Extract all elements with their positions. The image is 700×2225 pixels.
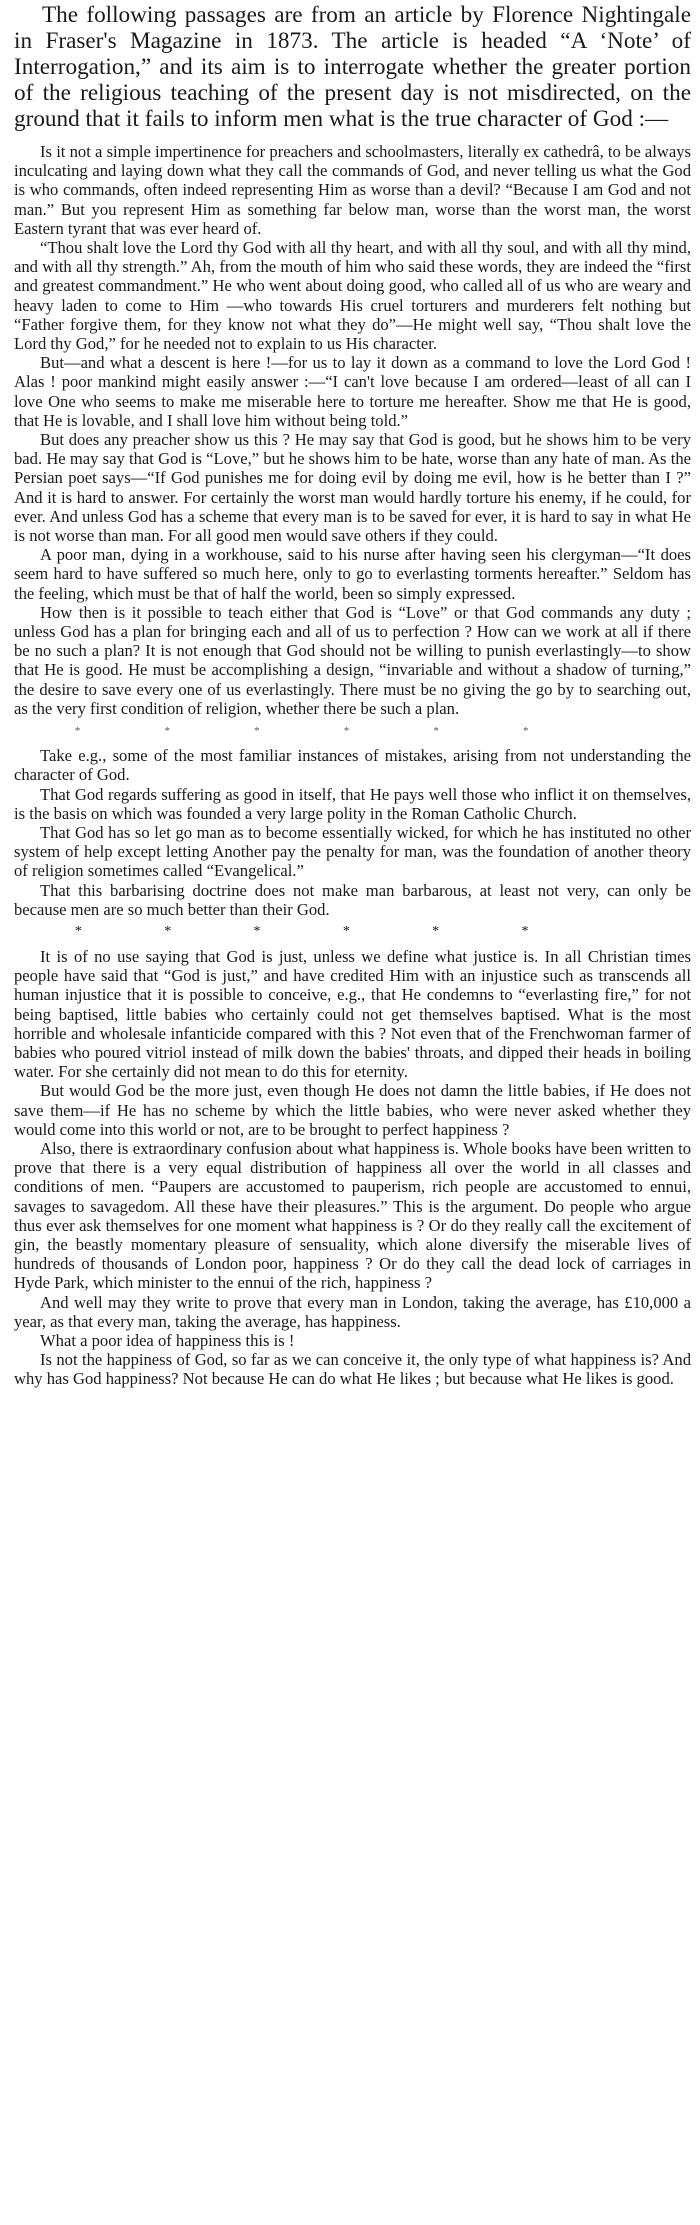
- divider-star: *: [433, 725, 439, 738]
- paragraph: Is not the happiness of God, so far as we can conceive it, the only type of what happiness is? And why has God happiness? Not because He can do what He likes ; but because what He likes is good.: [14, 1350, 691, 1389]
- section-divider: [14, 921, 691, 943]
- divider-star: *: [521, 923, 529, 939]
- divider-star: *: [164, 923, 172, 939]
- paragraph: How then is it possible to teach either that God is “Love” or that God commands any duty ; unless God has a plan for bringing each and all of us to perfection ? How can we work at all if there be no such a plan? It is not enough that God should not be willing to punish everlastingly—to show that He is good. He must be accomplishing a design, “invariable and without a shadow of turning,” the desire to save every one of us everlastingly. There must be no giving the go by to searching out, as the very first condition of religion, whether there be such a plan.: [14, 602, 691, 718]
- divider-star: *: [164, 725, 171, 738]
- divider-star: *: [253, 923, 261, 939]
- paragraph: That God regards suffering as good in itself, that He pays well those who inflict it on themselves, is the basis on which was founded a very large polity in the Roman Catholic Church.: [14, 784, 691, 823]
- paragraph: That God has so let go man as to become essentially wicked, for which he has instituted no other system of help except letting Another pay the penalty for man, was the foundation of another theory of religion sometimes called “Evangelical.”: [14, 822, 691, 881]
- paragraph: A poor man, dying in a workhouse, said to his nurse after having seen his clergyman—“It does seem hard to have suffered so much here, only to go to everlasting torments hereafter.” Seldom has the feeling, which must be that of half the world, been so simply expressed.: [14, 545, 691, 603]
- section-divider: [14, 720, 691, 742]
- section-three: [14, 947, 691, 1389]
- paragraph: It is of no use saying that God is just, unless we define what justice is. In all Christian times people have said that “God is just,” and have credited Him with an injustice such as transcends all human injustice that it is possible to conceive, e.g., that He condemns to “everlasting fire,” for not being baptised, little babies who certainly could not get themselves baptised. What is the most horrible and wholesale infanticide compared with this ? Not even that of the Frenchwoman farmer of babies who poured vitriol instead of milk down the babies' throats, and dipped their heads in boiling water. For she certainly did not mean to do this for eternity.: [14, 946, 691, 1082]
- paragraph: That this barbarising doctrine does not make man barbarous, at least not very, can only be because men are so much better than their God.: [14, 880, 691, 919]
- paragraph: But does any preacher show us this ? He may say that God is good, but he shows him to be very bad. He may say that God is “Love,” but he shows him to be hate, worse than any hate of man. As the Persian poet says—“If God punishes me for doing evil by doing me evil, how is he better than I ?” And it is hard to answer. For certainly the worst man would hardly torture his enemy, if he could, for ever. And unless God has a scheme that every man is to be saved for ever, it is hard to say in what He is not worse than man. For all good men would save others if they could.: [14, 430, 691, 546]
- paragraph: Is it not a simple impertinence for preachers and schoolmasters, literally ex cathedrâ, to be always inculcating and laying down what they call the commands of God, and never telling us what the God is who commands, often indeed representing Him as worse than a devil? “Because I am God and not man.” But you represent Him as something far below man, worse than the worst man, the worst Eastern tyrant that was ever heard of.: [14, 142, 691, 238]
- section-two: [14, 746, 691, 919]
- divider-star: *: [522, 725, 529, 738]
- paragraph: But would God be the more just, even though He does not damn the little babies, if He does not save them—if He has no scheme by which the little babies, who were never asked whether they would come into this world or not, are to be brought to perfect happiness ?: [14, 1081, 691, 1139]
- intro-paragraph: The following passages are from an article by Florence Nightingale in Fraser's Magazine in 1873. The article is headed “A ‘Note’ of Interrogation,” and its aim is to interrogate whether the greater portion of the religious teaching of the present day is not misdirected, on the ground that it fails to inform men what is the true character of God :—: [14, 2, 691, 132]
- paragraph: Take e.g., some of the most familiar instances of mistakes, arising from not understanding the character of God.: [14, 746, 691, 785]
- divider-star: *: [74, 725, 81, 738]
- divider-star: *: [254, 725, 260, 738]
- paragraph: “Thou shalt love the Lord thy God with all thy heart, and with all thy soul, and with all thy mind, and with all thy strength.” Ah, from the mouth of him who said these words, they are indeed the “first and greatest commandment.” He who went about doing good, who called all of us who are weary and heavy laden to come to Him —who towards His cruel torturers and murderers felt nothing but “Father forgive them, for they know not what they do”—He might well say, “Thou shalt love the Lord thy God,” for he needed not to explain to us His character.: [14, 238, 691, 354]
- divider-star: *: [432, 923, 440, 939]
- paragraph: And well may they write to prove that every man in London, taking the average, has £10,000 a year, as that every man, taking the average, has happiness.: [14, 1292, 691, 1331]
- paragraph: What a poor idea of happiness this is !: [40, 1330, 295, 1350]
- divider-star: *: [74, 923, 82, 939]
- paragraph: Also, there is extraordinary confusion about what happiness is. Whole books have been written to prove that there is a very equal distribution of happiness all over the world in all classes and conditions of men. “Paupers are accustomed to pauperism, rich people are accustomed to ennui, savages to savagedom. All these have their pleasures.” This is the argument. Do people who argue thus ever ask themselves for one moment what happiness is ? Or do they really call the excitement of gin, the beastly momentary pleasure of sensuality, which alone diversify the miserable lives of hundreds of thousands of London poor, happiness ? Or do they call the dead lock of carriages in Hyde Park, which minister to the ennui of the rich, happiness ?: [14, 1138, 691, 1293]
- divider-star: *: [343, 725, 350, 738]
- section-one: [14, 142, 691, 718]
- paragraph: But—and what a descent is here !—for us to lay it down as a command to love the Lord God ! Alas ! poor mankind might easily answer :—“I can't love because I am ordered—least of all can I love One who seems to make me miserable here to torture me hereafter. Show me that He is good, that He is lovable, and I shall love him without being told.”: [14, 353, 691, 430]
- divider-star: *: [342, 923, 350, 939]
